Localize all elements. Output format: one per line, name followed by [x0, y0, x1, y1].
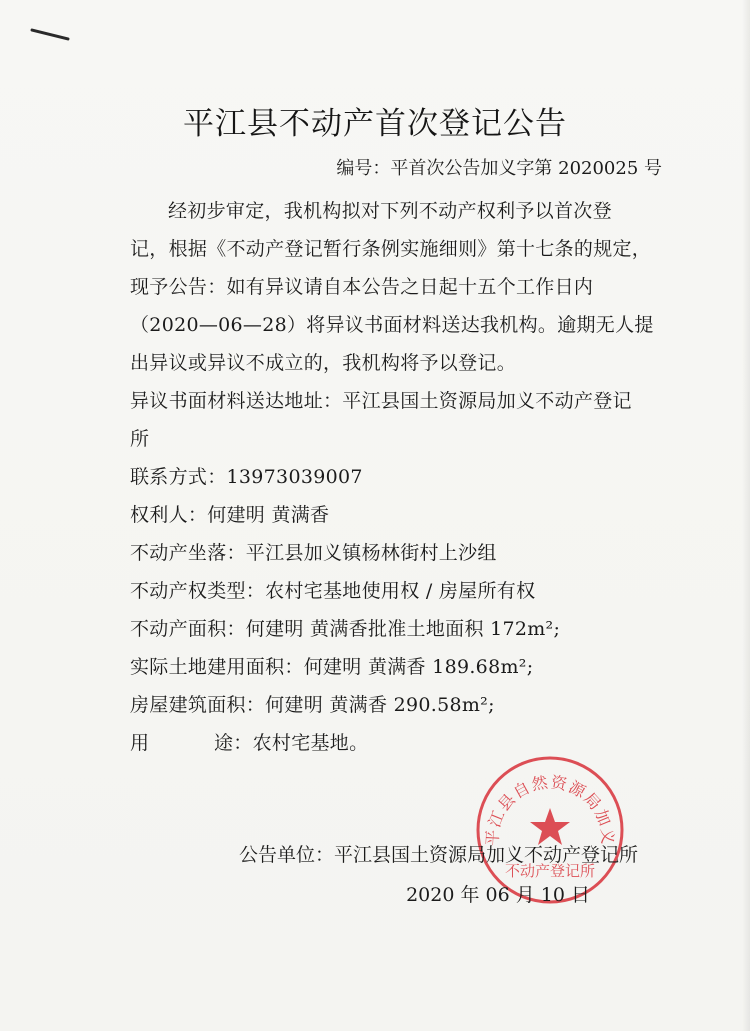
issuer: 公告单位：平江县国土资源局加义不动产登记所 [238, 844, 638, 866]
body-line-1: 经初步审定，我机构拟对下列不动产权利予以首次登 [168, 200, 612, 222]
pen-mark [30, 28, 70, 41]
objection-address-cont: 所 [130, 428, 150, 450]
objection-address: 异议书面材料送达地址：平江县国土资源局加义不动产登记 [130, 390, 632, 412]
page-edge-shadow [742, 0, 750, 1031]
body-line-4: （2020—06—28）将异议书面材料送达我机构。逾期无人提 [130, 314, 654, 336]
use-label: 用 [130, 732, 150, 754]
body-line-3: 现予公告：如有异议请自本公告之日起十五个工作日内 [130, 276, 594, 298]
body-line-2: 记，根据《不动产登记暂行条例实施细则》第十七条的规定， [130, 238, 652, 260]
property-location: 不动产坐落：平江县加义镇杨林街村上沙组 [130, 542, 497, 564]
notice-title: 平江县不动产首次登记公告 [183, 106, 567, 142]
building-area: 房屋建筑面积：何建明 黄满香 290.58m²; [130, 694, 495, 716]
issue-date: 2020 年 06 月 10 日 [406, 884, 590, 906]
property-right-type: 不动产权类型：农村宅基地使用权 / 房屋所有权 [130, 580, 536, 602]
right-holder: 权利人：何建明 黄满香 [130, 504, 330, 526]
property-area: 不动产面积：何建明 黄满香批准土地面积 172m²; [130, 618, 561, 640]
actual-land-area: 实际土地建用面积：何建明 黄满香 189.68m²; [130, 656, 534, 678]
contact-info: 联系方式：13973039007 [130, 466, 363, 488]
document-number: 编号：平首次公告加义字第 2020025 号 [336, 158, 662, 179]
body-line-5: 出异议或异议不成立的，我机构将予以登记。 [130, 352, 517, 374]
svg-text:平江县自然资源局加义: 平江县自然资源局加义 [482, 772, 618, 847]
use-value: 途：农村宅基地。 [214, 732, 369, 754]
svg-text:不动产登记所: 不动产登记所 [504, 862, 596, 880]
